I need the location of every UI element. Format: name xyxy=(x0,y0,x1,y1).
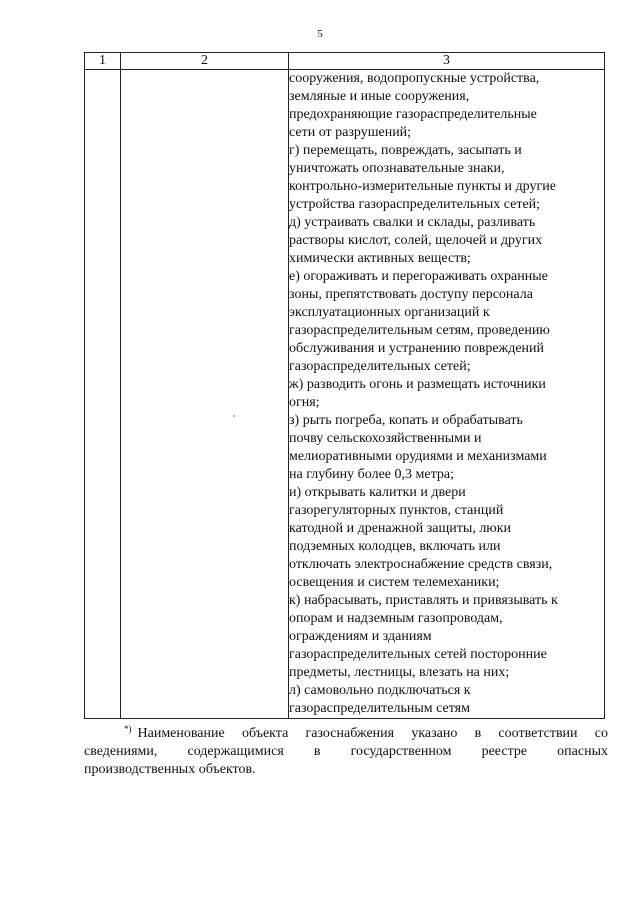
text-line: и) открывать калитки и двери xyxy=(289,485,466,500)
text-line: контрольно-измерительные пункты и другие xyxy=(289,179,556,194)
text-line: отключать электроснабжение средств связи, xyxy=(289,557,553,572)
table-header-row xyxy=(85,53,605,70)
footnote xyxy=(84,720,608,779)
text-line: катодной и дренажной защиты, люки xyxy=(289,521,512,536)
text-line: к) набрасывать, приставлять и привязывать к xyxy=(289,593,558,608)
text-line: обслуживания и устранению повреждений xyxy=(289,341,545,356)
footnote-line-2: сведениями, содержащимися в государственном реестре опасных xyxy=(84,744,608,759)
text-line: г) перемещать, повреждать, засыпать и xyxy=(289,143,522,158)
page-number: 5 xyxy=(317,28,323,40)
text-line: з) рыть погреба, копать и обрабатывать xyxy=(289,413,523,428)
text-line: сооружения, водопропускные устройства, xyxy=(289,71,540,86)
scan-speck xyxy=(233,415,235,417)
text-line: газорегуляторных пунктов, станций xyxy=(289,503,504,518)
footnote-line-1 xyxy=(84,720,608,743)
text-line: освещения и систем телемеханики; xyxy=(289,575,500,590)
cell-column-3 xyxy=(289,70,605,719)
text-line: газораспределительных сетей посторонние xyxy=(289,647,547,662)
text-line: огня; xyxy=(289,395,320,410)
text-line: газораспределительным сетям xyxy=(289,701,470,716)
text-line: уничтожать опознавательные знаки, xyxy=(289,161,505,176)
text-line: д) устраивать свалки и склады, разливать xyxy=(289,215,536,230)
text-line: е) огораживать и перегораживать охранные xyxy=(289,269,548,284)
text-line: на глубину более 0,3 метра; xyxy=(289,467,454,482)
footnote-text-1: Наименование объекта газоснабжения указано в соответствии со xyxy=(137,726,608,741)
text-line: растворы кислот, солей, щелочей и других xyxy=(289,233,543,248)
text-line: почву сельскохозяйственными и xyxy=(289,431,482,446)
text-line: опорам и надземным газопроводам, xyxy=(289,611,503,626)
footnote-line-3: производственных объектов. xyxy=(84,762,256,777)
cell-column-1 xyxy=(85,70,121,719)
column-header-2: 2 xyxy=(121,53,289,70)
text-line: химически активных веществ; xyxy=(289,251,471,266)
text-line: земляные и иные сооружения, xyxy=(289,89,470,104)
text-line: подземных колодцев, включать или xyxy=(289,539,501,554)
document-table xyxy=(84,52,605,719)
text-line: устройства газораспределительных сетей; xyxy=(289,197,541,212)
text-line: газораспределительным сетям, проведению xyxy=(289,323,550,338)
column-header-1: 1 xyxy=(85,53,121,70)
text-line: сети от разрушений; xyxy=(289,125,412,140)
text-line: ограждениям и зданиям xyxy=(289,629,432,644)
table-row xyxy=(85,70,605,719)
text-line: эксплуатационных организаций к xyxy=(289,305,490,320)
text-line: газораспределительных сетей; xyxy=(289,359,471,374)
cell-column-2 xyxy=(121,70,289,719)
text-line: зоны, препятствовать доступу персонала xyxy=(289,287,533,302)
text-line: мелиоративными орудиями и механизмами xyxy=(289,449,547,464)
text-line: л) самовольно подключаться к xyxy=(289,683,471,698)
text-line: предохраняющие газораспределительные xyxy=(289,107,537,122)
column-header-3: 3 xyxy=(289,53,605,70)
text-line: предметы, лестницы, влезать на них; xyxy=(289,665,510,680)
text-line: ж) разводить огонь и размещать источники xyxy=(289,377,546,392)
footnote-marker: *) xyxy=(124,724,132,734)
